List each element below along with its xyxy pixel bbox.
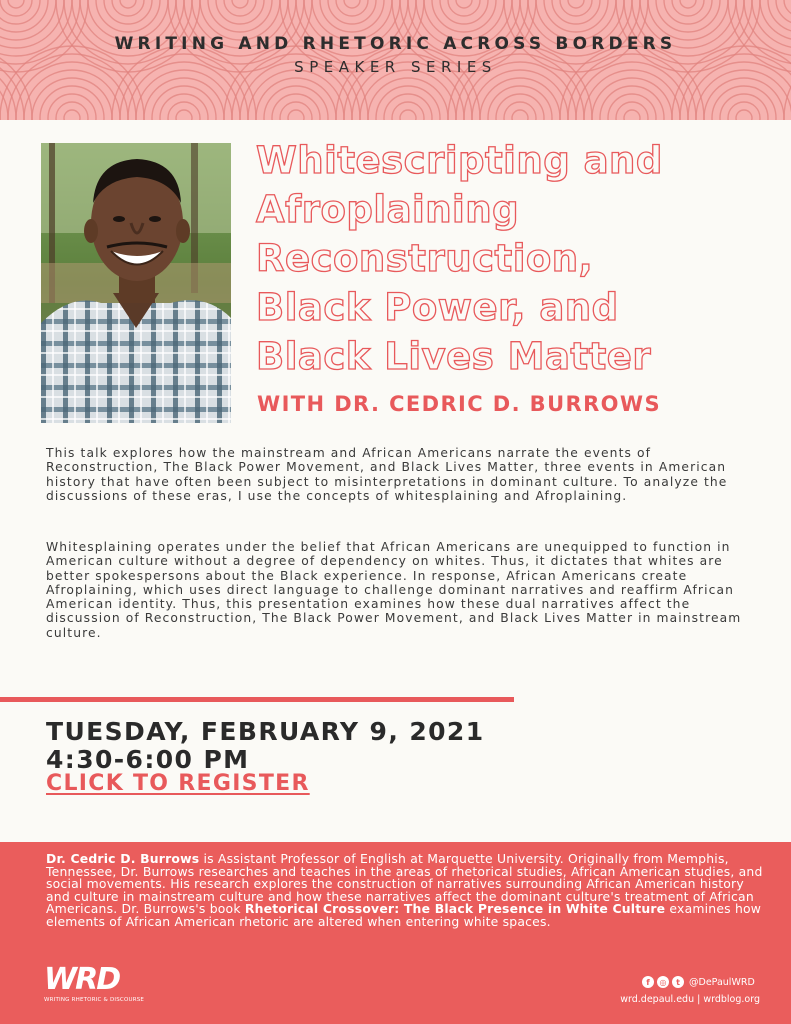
pattern-ring bbox=[592, 78, 672, 120]
pattern-ring bbox=[168, 102, 200, 120]
bio-text-1: is Assistant Professor of English at Marquette University. Originally from Memphis, Tennessee, Dr. Burrows researches and teaches in the areas of rhetorical studies, African American studies, and social movements. His research explores the construction of narratives surrounding African American history and culture in mainstream culture and how these narratives affect the dominant culture's treatment of African Americans. Dr. Burrows's book bbox=[46, 851, 763, 917]
series-subtitle: SPEAKER SERIES bbox=[294, 58, 497, 76]
pattern-ring bbox=[400, 110, 416, 120]
book-title: Rhetorical Crossover: The Black Presence in White Culture bbox=[244, 901, 666, 917]
title-line: Black Power, and bbox=[256, 286, 619, 329]
pattern-ring bbox=[376, 86, 440, 120]
pattern-ring bbox=[56, 102, 88, 120]
pattern-ring bbox=[728, 102, 760, 120]
pattern-ring bbox=[160, 94, 208, 120]
website-links[interactable]: wrd.depaul.edu | wrdblog.org bbox=[620, 994, 760, 1005]
pattern-ring bbox=[680, 0, 696, 8]
social-handle[interactable]: @DePaulWRD bbox=[689, 976, 755, 988]
pattern-ring bbox=[456, 0, 472, 8]
pattern-ring bbox=[568, 0, 584, 8]
pattern-ring bbox=[64, 110, 80, 120]
twitter-icon[interactable]: t bbox=[672, 976, 684, 988]
talk-title bbox=[256, 136, 776, 381]
instagram-icon[interactable]: ◎ bbox=[657, 976, 669, 988]
wrd-logo bbox=[44, 962, 154, 1003]
pattern-ring bbox=[288, 110, 304, 120]
speaker-line: WITH DR. CEDRIC D. BURROWS bbox=[257, 392, 662, 416]
register-link[interactable]: CLICK TO REGISTER bbox=[46, 771, 310, 796]
series-title: WRITING AND RHETORIC ACROSS BORDERS bbox=[114, 34, 677, 54]
bio-name: Dr. Cedric D. Burrows bbox=[46, 851, 200, 866]
pattern-ring bbox=[784, 0, 791, 16]
pattern-ring bbox=[48, 94, 96, 120]
pattern-ring bbox=[664, 0, 712, 24]
pattern-ring bbox=[496, 94, 544, 120]
title-line: Reconstruction, bbox=[256, 237, 594, 280]
pattern-ring bbox=[704, 78, 784, 120]
pattern-ring bbox=[216, 0, 264, 24]
section-divider bbox=[0, 697, 514, 702]
title-line: Afroplaining bbox=[256, 188, 520, 231]
title-line: Whitescripting and bbox=[256, 139, 663, 182]
pattern-ring bbox=[40, 86, 104, 120]
logo-subtext: WRITING RHETORIC & DISCOURSE bbox=[44, 997, 145, 1003]
speaker-bio bbox=[46, 853, 766, 929]
pattern-ring bbox=[720, 94, 768, 120]
pattern-ring bbox=[8, 0, 24, 8]
pattern-ring bbox=[120, 0, 136, 8]
social-links bbox=[642, 975, 755, 989]
header-banner bbox=[0, 0, 791, 120]
pattern-ring bbox=[152, 86, 216, 120]
pattern-ring bbox=[608, 94, 656, 120]
pattern-ring bbox=[616, 102, 648, 120]
pattern-ring bbox=[256, 78, 336, 120]
pattern-ring bbox=[272, 94, 320, 120]
pattern-ring bbox=[504, 102, 536, 120]
pattern-ring bbox=[144, 78, 224, 120]
pattern-ring bbox=[488, 86, 552, 120]
event-time: 4:30-6:00 PM bbox=[46, 745, 250, 774]
pattern-ring bbox=[344, 0, 360, 8]
pattern-ring bbox=[712, 86, 776, 120]
pattern-ring bbox=[176, 110, 192, 120]
speaker-photo bbox=[41, 143, 231, 423]
event-date: TUESDAY, FEBRUARY 9, 2021 bbox=[46, 717, 485, 746]
pattern-ring bbox=[384, 94, 432, 120]
pattern-ring bbox=[264, 86, 328, 120]
pattern-ring bbox=[624, 110, 640, 120]
pattern-ring bbox=[600, 86, 664, 120]
pattern-ring bbox=[280, 102, 312, 120]
pattern-ring bbox=[232, 0, 248, 8]
pattern-ring bbox=[480, 78, 560, 120]
bio-text-2: examines how elements of African American rhetoric are altered when entering white spaces. bbox=[46, 901, 762, 929]
facebook-icon[interactable]: f bbox=[642, 976, 654, 988]
pattern-ring bbox=[440, 0, 488, 24]
pattern-ring bbox=[328, 0, 376, 24]
pattern-ring bbox=[104, 0, 152, 24]
logo-mark: WRD bbox=[44, 962, 120, 997]
pattern-ring bbox=[512, 110, 528, 120]
pattern-ring bbox=[368, 78, 448, 120]
pattern-ring bbox=[392, 102, 424, 120]
pattern-ring bbox=[0, 0, 48, 32]
abstract-paragraph-2: Whitesplaining operates under the belief that African Americans are unequipped to function in American culture without a degree of dependency on whites. Thus, it dictates that whites are better spokespersons about the Black experience. In response, African Americans create Afroplaining, which uses direct language to challenge dominant narratives and reaffirm African American identity. Thus, this presentation examines how these dual narratives affect the discussion of Reconstruction, The Black Power Movement, and Black Lives Matter in mainstream culture. bbox=[46, 540, 742, 640]
abstract-paragraph-1: This talk explores how the mainstream and African Americans narrate the events of Reconstruction, The Black Power Movement, and Black Lives Matter, three events in American history that have often been subject to misinterpretations in dominant culture. To analyze the discussions of these eras, I use the concepts of whitesplaining and Afroplaining. bbox=[46, 446, 728, 503]
pattern-ring bbox=[736, 110, 752, 120]
pattern-ring bbox=[32, 78, 112, 120]
pattern-ring bbox=[552, 0, 600, 24]
title-line: Black Lives Matter bbox=[256, 335, 652, 378]
